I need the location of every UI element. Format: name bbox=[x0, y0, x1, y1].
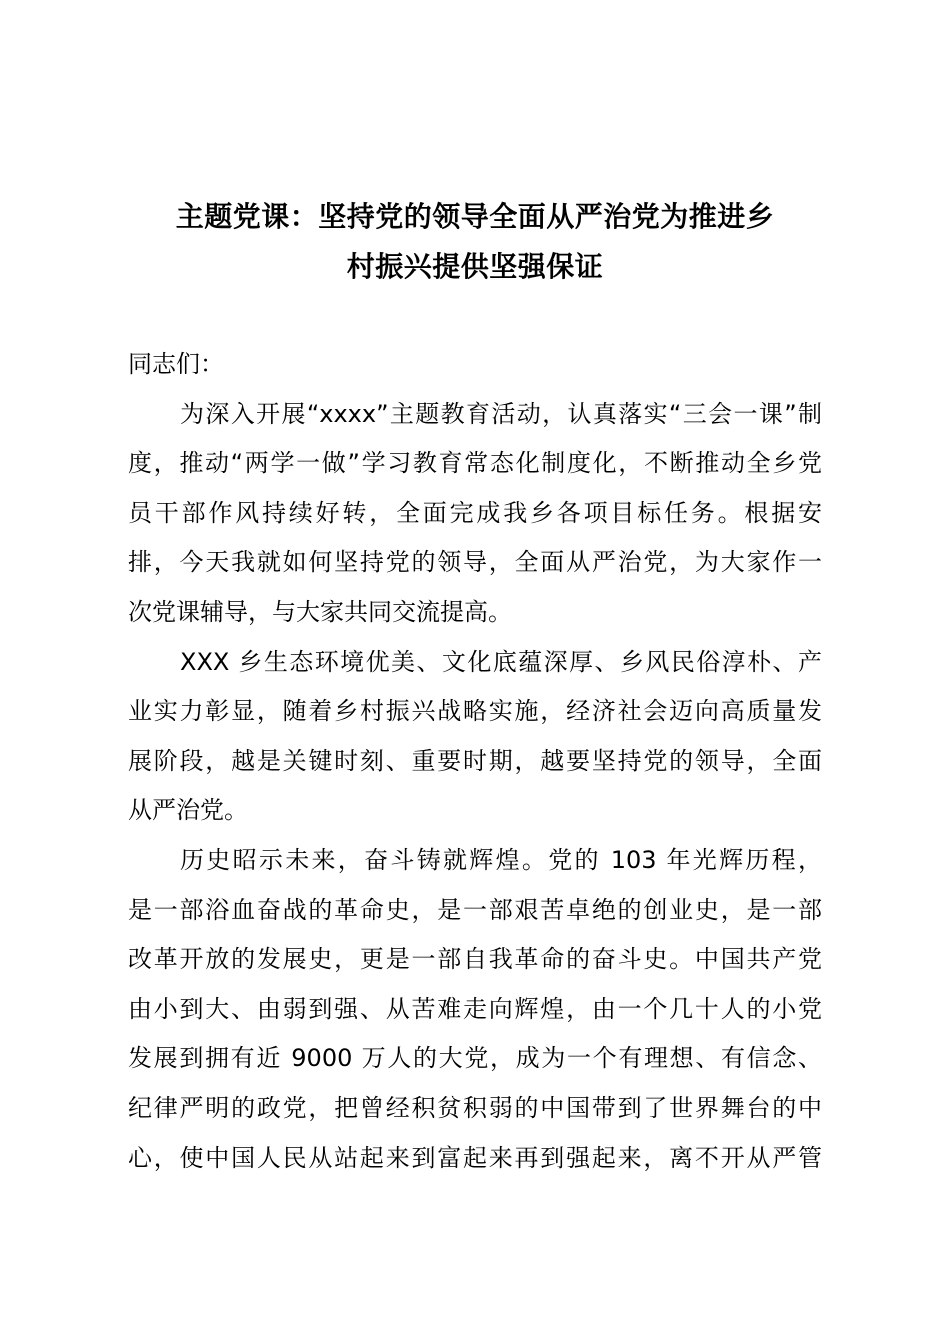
title-line-2: 村振兴提供坚强保证 bbox=[346, 250, 604, 283]
paragraph-3 bbox=[128, 836, 822, 1183]
paragraph-line: 排，今天我就如何坚持党的领导，全面从严治党，为大家作一 bbox=[128, 548, 822, 577]
paragraph-1 bbox=[128, 390, 822, 638]
paragraph-line: 发展到拥有近 9000 万人的大党，成为一个有理想、有信念、 bbox=[128, 1044, 822, 1073]
paragraph-line: 历史昭示未来，奋斗铸就辉煌。党的 103 年光辉历程， bbox=[180, 845, 822, 874]
paragraph-line: 心，使中国人民从站起来到富起来再到强起来，离不开从严管 bbox=[128, 1143, 822, 1172]
document-body bbox=[128, 340, 822, 1183]
paragraph-line: 从严治党。 bbox=[128, 796, 248, 825]
paragraph-line: 展阶段，越是关键时刻、重要时期，越要坚持党的领导，全面 bbox=[128, 746, 822, 775]
paragraph-2 bbox=[128, 638, 822, 836]
title-line-1: 主题党课：坚持党的领导全面从严治党为推进乡 bbox=[175, 200, 775, 233]
paragraph-line: 员干部作风持续好转，全面完成我乡各项目标任务。根据安 bbox=[128, 498, 822, 527]
paragraph-line: XXX 乡生态环境优美、文化底蕴深厚、乡风民俗淳朴、产 bbox=[180, 647, 822, 676]
salutation: 同志们： bbox=[128, 350, 224, 378]
paragraph-line: 改革开放的发展史，更是一部自我革命的奋斗史。中国共产党 bbox=[128, 945, 822, 974]
paragraph-line: 为深入开展“xxxx”主题教育活动，认真落实“三会一课”制 bbox=[180, 399, 822, 428]
paragraph-line: 业实力彰显，随着乡村振兴战略实施，经济社会迈向高质量发 bbox=[128, 697, 822, 726]
document-title bbox=[128, 192, 822, 292]
paragraph-line: 度，推动“两学一做”学习教育常态化制度化，不断推动全乡党 bbox=[128, 449, 822, 478]
paragraph-line: 由小到大、由弱到强、从苦难走向辉煌，由一个几十人的小党 bbox=[128, 994, 822, 1023]
paragraph-line: 次党课辅导，与大家共同交流提高。 bbox=[128, 597, 512, 626]
paragraph-line: 是一部浴血奋战的革命史，是一部艰苦卓绝的创业史，是一部 bbox=[128, 895, 822, 924]
paragraph-line: 纪律严明的政党，把曾经积贫积弱的中国带到了世界舞台的中 bbox=[128, 1093, 822, 1122]
